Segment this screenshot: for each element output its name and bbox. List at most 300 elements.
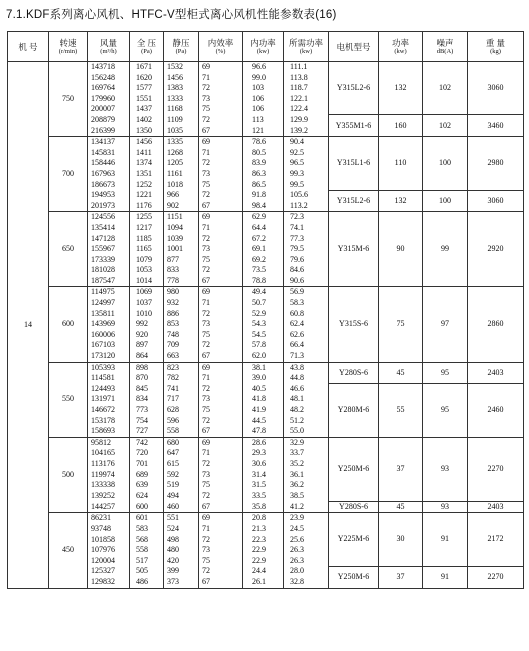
static-pressure-cell: 680 [164, 437, 199, 448]
air-volume-cell: 101858 [88, 535, 130, 546]
air-volume-cell: 143969 [88, 319, 130, 330]
motor-power-cell: 132 [379, 190, 423, 212]
internal-power-cell: 113 [243, 115, 284, 126]
efficiency-cell: 75 [199, 480, 243, 491]
internal-power-cell: 26.1 [243, 577, 284, 588]
air-volume-cell: 144257 [88, 501, 130, 513]
internal-power-cell: 22.9 [243, 556, 284, 567]
total-pressure-cell: 992 [130, 319, 164, 330]
motor-power-cell: 55 [379, 384, 423, 437]
noise-cell: 93 [423, 437, 468, 501]
total-pressure-cell: 1620 [130, 73, 164, 84]
motor-power-cell: 90 [379, 212, 423, 287]
column-header-label: 所需功率 [288, 37, 323, 48]
total-pressure-cell: 1456 [130, 137, 164, 148]
air-volume-cell: 216399 [88, 126, 130, 137]
weight-cell: 2403 [468, 501, 524, 513]
static-pressure-cell: 717 [164, 394, 199, 405]
noise-cell: 93 [423, 501, 468, 513]
static-pressure-cell: 1039 [164, 234, 199, 245]
efficiency-cell: 69 [199, 137, 243, 148]
column-header [329, 32, 379, 62]
air-volume-cell: 105393 [88, 362, 130, 373]
total-pressure-cell: 845 [130, 384, 164, 395]
column-header-unit: (Pa) [141, 47, 152, 55]
internal-power-cell: 39.0 [243, 373, 284, 384]
internal-power-cell: 22.3 [243, 535, 284, 546]
internal-power-cell: 47.8 [243, 426, 284, 437]
required-power-cell: 118.7 [284, 83, 329, 94]
total-pressure-cell: 1176 [130, 201, 164, 212]
air-volume-cell: 187547 [88, 276, 130, 287]
static-pressure-cell: 782 [164, 373, 199, 384]
internal-power-cell: 69.2 [243, 255, 284, 266]
motor-model-cell: Y280S-6 [329, 362, 379, 384]
noise-cell: 99 [423, 212, 468, 287]
required-power-cell: 84.6 [284, 265, 329, 276]
weight-cell: 2860 [468, 287, 524, 362]
total-pressure-cell: 701 [130, 459, 164, 470]
air-volume-cell: 194953 [88, 190, 130, 201]
efficiency-cell: 72 [199, 384, 243, 395]
total-pressure-cell: 558 [130, 545, 164, 556]
motor-model-cell: Y225M-6 [329, 513, 379, 566]
total-pressure-cell: 920 [130, 330, 164, 341]
internal-power-cell: 20.8 [243, 513, 284, 524]
required-power-cell: 58.3 [284, 298, 329, 309]
static-pressure-cell: 980 [164, 287, 199, 298]
air-volume-cell: 134137 [88, 137, 130, 148]
efficiency-cell: 72 [199, 459, 243, 470]
speed-cell: 650 [49, 212, 88, 287]
static-pressure-cell: 558 [164, 426, 199, 437]
required-power-cell: 32.8 [284, 577, 329, 588]
column-header-label: 内功率 [250, 37, 276, 48]
total-pressure-cell: 1411 [130, 148, 164, 159]
noise-cell: 102 [423, 62, 468, 115]
air-volume-cell: 145831 [88, 148, 130, 159]
speed-cell: 450 [49, 513, 88, 588]
column-header-unit: (%) [215, 47, 226, 55]
static-pressure-cell: 1532 [164, 62, 199, 73]
total-pressure-cell: 486 [130, 577, 164, 588]
static-pressure-cell: 877 [164, 255, 199, 266]
column-header-label: 转速 [59, 37, 77, 48]
efficiency-cell: 67 [199, 501, 243, 513]
efficiency-cell: 67 [199, 351, 243, 362]
speed-cell: 600 [49, 287, 88, 362]
efficiency-cell: 72 [199, 265, 243, 276]
efficiency-cell: 73 [199, 94, 243, 105]
noise-cell: 95 [423, 362, 468, 384]
efficiency-cell: 72 [199, 115, 243, 126]
weight-cell: 3460 [468, 115, 524, 137]
column-header [423, 32, 468, 62]
internal-power-cell: 96.6 [243, 62, 284, 73]
efficiency-cell: 69 [199, 62, 243, 73]
speed-cell: 750 [49, 62, 88, 137]
noise-cell: 97 [423, 287, 468, 362]
table-row [8, 437, 524, 448]
air-volume-cell: 173120 [88, 351, 130, 362]
total-pressure-cell: 689 [130, 470, 164, 481]
air-volume-cell: 143718 [88, 62, 130, 73]
static-pressure-cell: 902 [164, 201, 199, 212]
required-power-cell: 96.5 [284, 158, 329, 169]
internal-power-cell: 31.5 [243, 480, 284, 491]
total-pressure-cell: 1010 [130, 309, 164, 320]
internal-power-cell: 99.0 [243, 73, 284, 84]
required-power-cell: 71.3 [284, 351, 329, 362]
air-volume-cell: 158446 [88, 158, 130, 169]
required-power-cell: 113.2 [284, 201, 329, 212]
air-volume-cell: 125327 [88, 566, 130, 577]
required-power-cell: 113.8 [284, 73, 329, 84]
air-volume-cell: 160006 [88, 330, 130, 341]
total-pressure-cell: 1350 [130, 126, 164, 137]
required-power-cell: 129.9 [284, 115, 329, 126]
internal-power-cell: 24.4 [243, 566, 284, 577]
static-pressure-cell: 480 [164, 545, 199, 556]
column-header-unit: (kw) [394, 47, 407, 55]
required-power-cell: 99.3 [284, 169, 329, 180]
required-power-cell: 36.1 [284, 470, 329, 481]
efficiency-cell: 73 [199, 169, 243, 180]
required-power-cell: 90.6 [284, 276, 329, 287]
motor-model-cell: Y250M-6 [329, 566, 379, 588]
required-power-cell: 35.2 [284, 459, 329, 470]
column-header [199, 32, 243, 62]
required-power-cell: 41.2 [284, 501, 329, 513]
motor-model-cell: Y280S-6 [329, 501, 379, 513]
required-power-cell: 139.2 [284, 126, 329, 137]
air-volume-cell: 93748 [88, 524, 130, 535]
air-volume-cell: 179960 [88, 94, 130, 105]
column-header-unit: (kw) [256, 47, 270, 55]
weight-cell: 2980 [468, 137, 524, 190]
total-pressure-cell: 1221 [130, 190, 164, 201]
column-header [164, 32, 199, 62]
static-pressure-cell: 966 [164, 190, 199, 201]
total-pressure-cell: 600 [130, 501, 164, 513]
required-power-cell: 62.4 [284, 319, 329, 330]
required-power-cell: 44.8 [284, 373, 329, 384]
efficiency-cell: 75 [199, 556, 243, 567]
required-power-cell: 38.5 [284, 491, 329, 502]
air-volume-cell: 201973 [88, 201, 130, 212]
internal-power-cell: 62.0 [243, 351, 284, 362]
static-pressure-cell: 778 [164, 276, 199, 287]
air-volume-cell: 139252 [88, 491, 130, 502]
table-header-row [8, 32, 524, 62]
required-power-cell: 36.2 [284, 480, 329, 491]
required-power-cell: 90.4 [284, 137, 329, 148]
speed-cell: 700 [49, 137, 88, 212]
static-pressure-cell: 596 [164, 416, 199, 427]
static-pressure-cell: 853 [164, 319, 199, 330]
air-volume-cell: 107976 [88, 545, 130, 556]
efficiency-cell: 71 [199, 223, 243, 234]
motor-model-cell: Y250M-6 [329, 437, 379, 501]
total-pressure-cell: 1217 [130, 223, 164, 234]
internal-power-cell: 67.2 [243, 234, 284, 245]
efficiency-cell: 71 [199, 373, 243, 384]
static-pressure-cell: 1456 [164, 73, 199, 84]
motor-power-cell: 160 [379, 115, 423, 137]
motor-model-cell: Y315M-6 [329, 212, 379, 287]
efficiency-cell: 69 [199, 287, 243, 298]
static-pressure-cell: 1205 [164, 158, 199, 169]
air-volume-cell: 124493 [88, 384, 130, 395]
internal-power-cell: 41.8 [243, 394, 284, 405]
total-pressure-cell: 1252 [130, 180, 164, 191]
internal-power-cell: 54.3 [243, 319, 284, 330]
weight-cell: 2270 [468, 437, 524, 501]
static-pressure-cell: 551 [164, 513, 199, 524]
table-row [8, 62, 524, 73]
speed-cell: 550 [49, 362, 88, 437]
required-power-cell: 48.1 [284, 394, 329, 405]
required-power-cell: 51.2 [284, 416, 329, 427]
efficiency-cell: 72 [199, 535, 243, 546]
total-pressure-cell: 1037 [130, 298, 164, 309]
air-volume-cell: 114975 [88, 287, 130, 298]
page-title: 7.1.KDF系列离心风机、HTFC-V型柜式离心风机性能参数表(16) [6, 9, 337, 21]
total-pressure-cell: 1165 [130, 244, 164, 255]
static-pressure-cell: 1268 [164, 148, 199, 159]
air-volume-cell: 95812 [88, 437, 130, 448]
total-pressure-cell: 727 [130, 426, 164, 437]
machine-number-cell: 14 [8, 62, 49, 589]
required-power-cell: 25.6 [284, 535, 329, 546]
efficiency-cell: 71 [199, 73, 243, 84]
required-power-cell: 66.4 [284, 340, 329, 351]
air-volume-cell: 135811 [88, 309, 130, 320]
required-power-cell: 24.5 [284, 524, 329, 535]
internal-power-cell: 62.9 [243, 212, 284, 223]
motor-model-cell: Y315L1-6 [329, 137, 379, 190]
internal-power-cell: 38.1 [243, 362, 284, 373]
total-pressure-cell: 1255 [130, 212, 164, 223]
static-pressure-cell: 823 [164, 362, 199, 373]
total-pressure-cell: 568 [130, 535, 164, 546]
air-volume-cell: 131971 [88, 394, 130, 405]
internal-power-cell: 49.4 [243, 287, 284, 298]
air-volume-cell: 186673 [88, 180, 130, 191]
efficiency-cell: 72 [199, 158, 243, 169]
required-power-cell: 33.7 [284, 448, 329, 459]
efficiency-cell: 67 [199, 276, 243, 287]
required-power-cell: 26.3 [284, 545, 329, 556]
noise-cell: 91 [423, 566, 468, 588]
required-power-cell: 23.9 [284, 513, 329, 524]
total-pressure-cell: 1069 [130, 287, 164, 298]
weight-cell: 2460 [468, 384, 524, 437]
static-pressure-cell: 1018 [164, 180, 199, 191]
column-header-label: 重 量 [485, 37, 506, 48]
internal-power-cell: 52.9 [243, 309, 284, 320]
efficiency-cell: 69 [199, 212, 243, 223]
required-power-cell: 26.3 [284, 556, 329, 567]
internal-power-cell: 33.5 [243, 491, 284, 502]
motor-power-cell: 75 [379, 287, 423, 362]
static-pressure-cell: 399 [164, 566, 199, 577]
table-row [8, 137, 524, 148]
air-volume-cell: 147128 [88, 234, 130, 245]
column-header [130, 32, 164, 62]
internal-power-cell: 106 [243, 104, 284, 115]
required-power-cell: 77.3 [284, 234, 329, 245]
required-power-cell: 79.5 [284, 244, 329, 255]
static-pressure-cell: 373 [164, 577, 199, 588]
column-header-unit: (kw) [299, 47, 313, 55]
column-header-unit: (Pa) [175, 47, 187, 55]
internal-power-cell: 21.3 [243, 524, 284, 535]
static-pressure-cell: 1383 [164, 83, 199, 94]
air-volume-cell: 158693 [88, 426, 130, 437]
total-pressure-cell: 1185 [130, 234, 164, 245]
internal-power-cell: 44.5 [243, 416, 284, 427]
air-volume-cell: 124997 [88, 298, 130, 309]
weight-cell: 3060 [468, 190, 524, 212]
column-header [468, 32, 524, 62]
motor-model-cell: Y280M-6 [329, 384, 379, 437]
weight-cell: 2270 [468, 566, 524, 588]
efficiency-cell: 73 [199, 394, 243, 405]
total-pressure-cell: 754 [130, 416, 164, 427]
internal-power-cell: 40.5 [243, 384, 284, 395]
internal-power-cell: 86.5 [243, 180, 284, 191]
total-pressure-cell: 639 [130, 480, 164, 491]
air-volume-cell: 119974 [88, 470, 130, 481]
column-header [243, 32, 284, 62]
table-row [8, 362, 524, 373]
efficiency-cell: 73 [199, 319, 243, 330]
column-header-label: 噪声 [436, 37, 454, 48]
total-pressure-cell: 601 [130, 513, 164, 524]
static-pressure-cell: 592 [164, 470, 199, 481]
efficiency-cell: 75 [199, 104, 243, 115]
required-power-cell: 55.0 [284, 426, 329, 437]
total-pressure-cell: 624 [130, 491, 164, 502]
internal-power-cell: 41.9 [243, 405, 284, 416]
internal-power-cell: 54.5 [243, 330, 284, 341]
column-header-unit: dB(A) [436, 47, 454, 55]
efficiency-cell: 75 [199, 405, 243, 416]
total-pressure-cell: 1551 [130, 94, 164, 105]
motor-power-cell: 110 [379, 137, 423, 190]
internal-power-cell: 103 [243, 83, 284, 94]
static-pressure-cell: 460 [164, 501, 199, 513]
internal-power-cell: 78.6 [243, 137, 284, 148]
total-pressure-cell: 864 [130, 351, 164, 362]
static-pressure-cell: 1001 [164, 244, 199, 255]
motor-model-cell: Y315S-6 [329, 287, 379, 362]
air-volume-cell: 129832 [88, 577, 130, 588]
internal-power-cell: 64.4 [243, 223, 284, 234]
efficiency-cell: 69 [199, 362, 243, 373]
air-volume-cell: 135414 [88, 223, 130, 234]
static-pressure-cell: 1168 [164, 104, 199, 115]
column-header-label: 内效率 [207, 37, 234, 48]
total-pressure-cell: 583 [130, 524, 164, 535]
static-pressure-cell: 833 [164, 265, 199, 276]
column-header-label: 静压 [172, 37, 190, 48]
motor-power-cell: 45 [379, 362, 423, 384]
static-pressure-cell: 519 [164, 480, 199, 491]
efficiency-cell: 73 [199, 244, 243, 255]
air-volume-cell: 181028 [88, 265, 130, 276]
total-pressure-cell: 773 [130, 405, 164, 416]
internal-power-cell: 50.7 [243, 298, 284, 309]
internal-power-cell: 98.4 [243, 201, 284, 212]
air-volume-cell: 167103 [88, 340, 130, 351]
total-pressure-cell: 720 [130, 448, 164, 459]
air-volume-cell: 146672 [88, 405, 130, 416]
efficiency-cell: 72 [199, 190, 243, 201]
total-pressure-cell: 1053 [130, 265, 164, 276]
efficiency-cell: 71 [199, 524, 243, 535]
internal-power-cell: 57.8 [243, 340, 284, 351]
motor-power-cell: 37 [379, 437, 423, 501]
efficiency-cell: 71 [199, 148, 243, 159]
motor-model-cell: Y315L2-6 [329, 62, 379, 115]
air-volume-cell: 169764 [88, 83, 130, 94]
column-header-unit: (m³/h) [100, 47, 117, 55]
static-pressure-cell: 1151 [164, 212, 199, 223]
static-pressure-cell: 420 [164, 556, 199, 567]
static-pressure-cell: 498 [164, 535, 199, 546]
required-power-cell: 56.9 [284, 287, 329, 298]
internal-power-cell: 91.8 [243, 190, 284, 201]
total-pressure-cell: 517 [130, 556, 164, 567]
internal-power-cell: 29.3 [243, 448, 284, 459]
column-header-label: 功率 [391, 37, 409, 48]
required-power-cell: 111.1 [284, 62, 329, 73]
motor-model-cell: Y355M1-6 [329, 115, 379, 137]
performance-table [7, 31, 524, 589]
column-header [8, 32, 49, 62]
static-pressure-cell: 709 [164, 340, 199, 351]
required-power-cell: 32.9 [284, 437, 329, 448]
efficiency-cell: 72 [199, 491, 243, 502]
static-pressure-cell: 932 [164, 298, 199, 309]
air-volume-cell: 167963 [88, 169, 130, 180]
air-volume-cell: 86231 [88, 513, 130, 524]
air-volume-cell: 120004 [88, 556, 130, 567]
required-power-cell: 79.6 [284, 255, 329, 266]
required-power-cell: 60.8 [284, 309, 329, 320]
total-pressure-cell: 742 [130, 437, 164, 448]
total-pressure-cell: 1402 [130, 115, 164, 126]
air-volume-cell: 200007 [88, 104, 130, 115]
required-power-cell: 72.3 [284, 212, 329, 223]
internal-power-cell: 73.5 [243, 265, 284, 276]
efficiency-cell: 69 [199, 513, 243, 524]
static-pressure-cell: 663 [164, 351, 199, 362]
static-pressure-cell: 1161 [164, 169, 199, 180]
motor-power-cell: 45 [379, 501, 423, 513]
weight-cell: 3060 [468, 62, 524, 115]
required-power-cell: 28.0 [284, 566, 329, 577]
total-pressure-cell: 1351 [130, 169, 164, 180]
total-pressure-cell: 1079 [130, 255, 164, 266]
efficiency-cell: 72 [199, 340, 243, 351]
required-power-cell: 105.6 [284, 190, 329, 201]
internal-power-cell: 86.3 [243, 169, 284, 180]
internal-power-cell: 69.1 [243, 244, 284, 255]
static-pressure-cell: 748 [164, 330, 199, 341]
